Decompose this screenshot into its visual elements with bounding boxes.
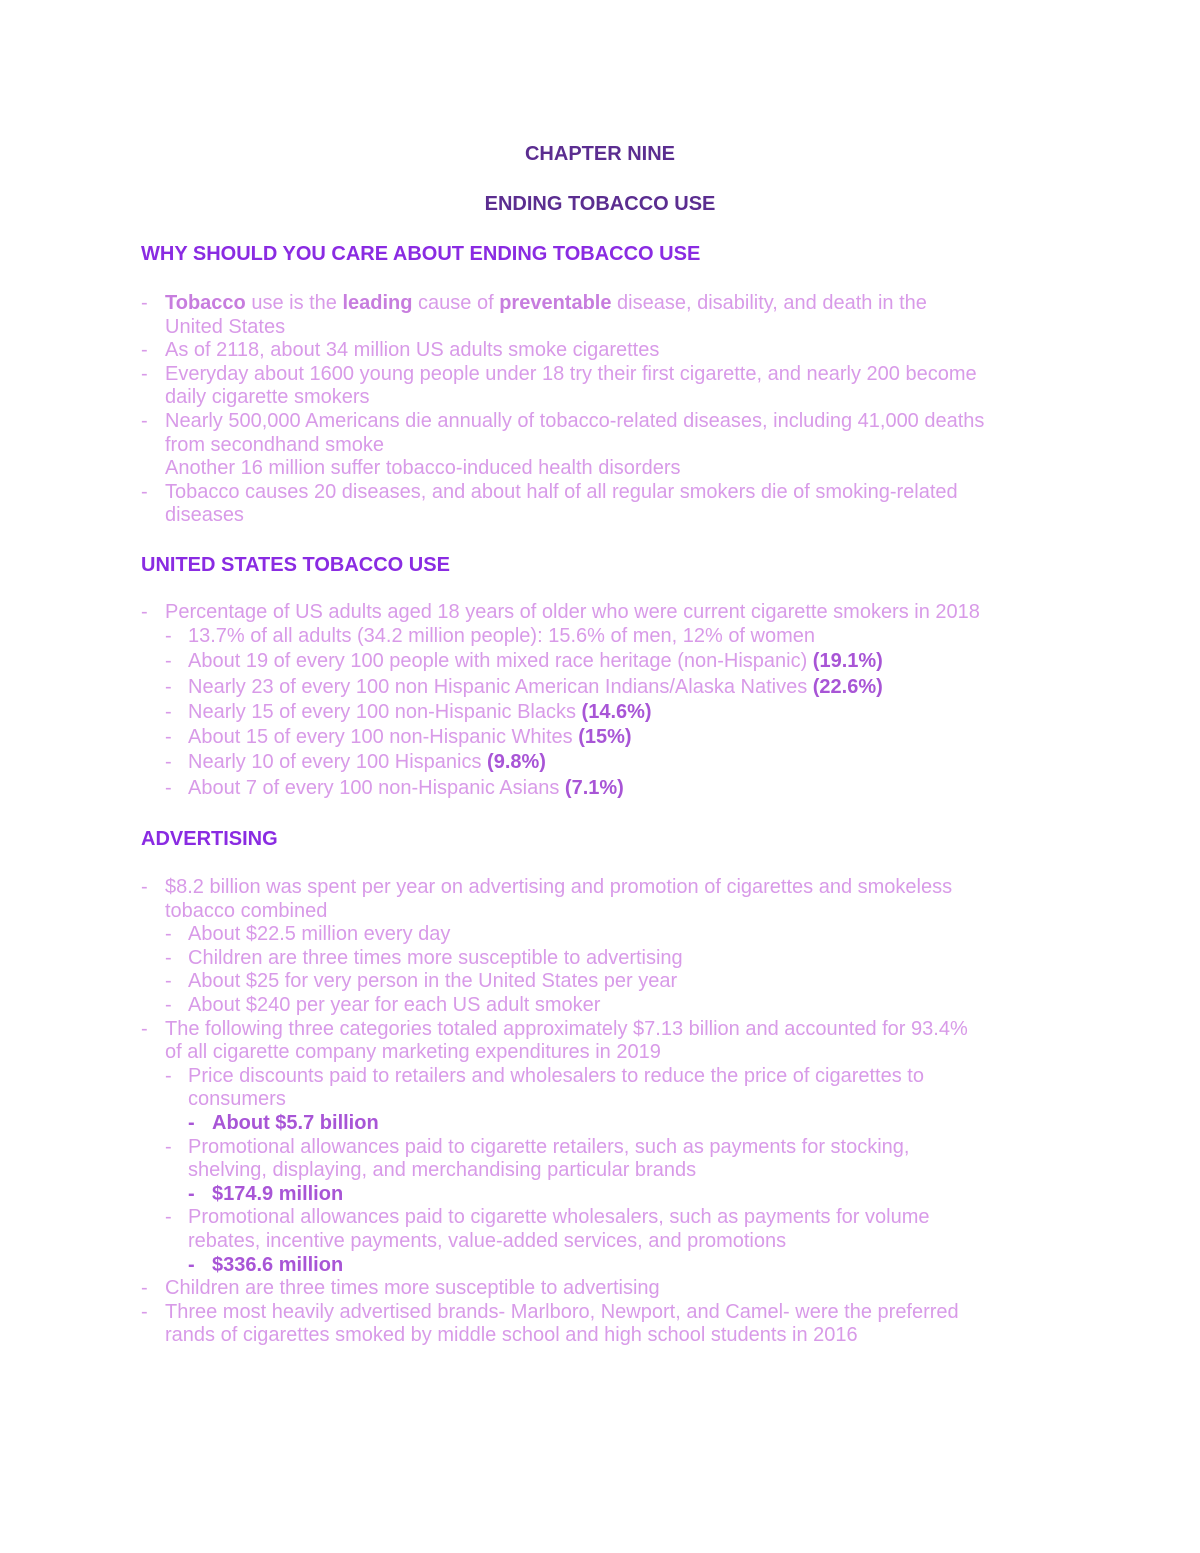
bullet-text: Tobacco use is the leading cause of preventable disease, disability, and death in the bbox=[165, 292, 927, 314]
list-item: - Nearly 15 of every 100 non-Hispanic Blacks (14.6%) bbox=[0, 700, 1200, 725]
bullet-dash: - bbox=[141, 1277, 148, 1300]
amount-value: $336.6 million bbox=[212, 1253, 344, 1276]
list-item: - Tobacco causes 20 diseases, and about half of all regular smokers die of smoking-related diseases bbox=[141, 480, 958, 527]
bullet-dash: - bbox=[188, 1182, 195, 1205]
bullet-dash: - bbox=[165, 625, 172, 647]
bullet-dash: - bbox=[165, 700, 172, 723]
chapter-title: ENDING TOBACCO USE bbox=[484, 193, 716, 215]
list-item: - About $25 for very person in the United States per year bbox=[165, 970, 678, 993]
list-item bbox=[0, 1254, 1200, 1278]
list-item: - About 19 of every 100 people with mixed race heritage (non-Hispanic) (19.1%) bbox=[0, 649, 1200, 674]
list-item: - About $240 per year for each US adult smoker bbox=[165, 993, 601, 1016]
bullet-dash: - bbox=[141, 480, 148, 503]
list-item: - Everyday about 1600 young people under 18 try their first cigarette, and nearly 200 become daily cigarette smokers bbox=[141, 362, 977, 409]
list-item bbox=[0, 1112, 1200, 1136]
bullet-dash: - bbox=[188, 1253, 195, 1276]
bullet-dash: - bbox=[141, 1017, 148, 1040]
bullet-dash: - bbox=[165, 923, 172, 946]
bullet-dash: - bbox=[165, 1206, 172, 1229]
bullet-dash: - bbox=[165, 751, 172, 774]
bullet-dash: - bbox=[188, 1111, 195, 1134]
list-item: - Price discounts paid to retailers and wholesalers to reduce the price of cigarettes to consumers bbox=[165, 1064, 924, 1111]
bullet-dash: - bbox=[141, 601, 148, 623]
bullet-dash: - bbox=[141, 362, 148, 385]
list-item: - 13.7% of all adults (34.2 million people): 15.6% of men, 12% of women bbox=[0, 624, 1200, 649]
list-item: - Nearly 10 of every 100 Hispanics (9.8%) bbox=[0, 750, 1200, 775]
list-item: - $8.2 billion was spent per year on advertising and promotion of cigarettes and smokeless tobacco combined bbox=[141, 876, 953, 922]
list-item: - Children are three times more susceptible to advertising bbox=[141, 1277, 660, 1300]
why-bullet-list bbox=[0, 292, 1200, 528]
list-item: - Three most heavily advertised brands- Marlboro, Newport, and Camel- were the preferred rands of cigarettes smoked by middle school and high school students in 2016 bbox=[141, 1300, 959, 1347]
bullet-dash: - bbox=[165, 946, 172, 969]
bullet-dash: - bbox=[165, 650, 172, 673]
bullet-dash: - bbox=[141, 1300, 148, 1323]
list-item: - Percentage of US adults aged 18 years of older who were current cigarette smokers in 2018 bbox=[141, 601, 980, 623]
bullet-dash: - bbox=[165, 1064, 172, 1087]
bullet-dash: - bbox=[165, 675, 172, 698]
section-heading-why: WHY SHOULD YOU CARE ABOUT ENDING TOBACCO USE bbox=[141, 243, 701, 265]
bullet-dash: - bbox=[165, 776, 172, 799]
list-item: - Promotional allowances paid to cigarette retailers, such as payments for stocking, shelving, displaying, and merchandising particular brands bbox=[165, 1135, 910, 1182]
chapter-label: CHAPTER NINE bbox=[524, 143, 675, 165]
list-item: - Nearly 500,000 Americans die annually of tobacco-related diseases, including 41,000 deaths from secondhand smoke Another 16 million suffer tobacco-induced health disorders bbox=[141, 409, 985, 480]
list-item: - About 15 of every 100 non-Hispanic Whites (15%) bbox=[0, 725, 1200, 750]
list-item: - About 7 of every 100 non-Hispanic Asians (7.1%) bbox=[0, 776, 1200, 801]
list-item: - The following three categories totaled approximately $7.13 billion and accounted for 93.4% of all cigarette company marketing expenditures in 2019 bbox=[141, 1017, 968, 1064]
bullet-dash: - bbox=[165, 1135, 172, 1158]
advertising-bullet-list bbox=[0, 876, 1200, 1348]
bullet-dash: - bbox=[165, 993, 172, 1016]
bullet-dash: - bbox=[141, 339, 148, 362]
bullet-dash: - bbox=[141, 292, 148, 314]
list-item: - As of 2118, about 34 million US adults smoke cigarettes bbox=[141, 339, 660, 362]
bullet-dash: - bbox=[141, 876, 148, 898]
bullet-dash: - bbox=[165, 970, 172, 993]
amount-value: $174.9 million bbox=[212, 1182, 344, 1205]
bullet-dash: - bbox=[165, 726, 172, 749]
section-heading-advertising: ADVERTISING bbox=[141, 828, 278, 850]
section-heading-us: UNITED STATES TOBACCO USE bbox=[141, 554, 450, 576]
list-item bbox=[0, 1183, 1200, 1207]
bullet-dash: - bbox=[141, 409, 148, 432]
list-item: - Nearly 23 of every 100 non Hispanic American Indians/Alaska Natives (22.6%) bbox=[0, 675, 1200, 700]
list-item: - Tobacco use is the leading cause of preventable disease, disability, and death in the United States bbox=[0, 292, 1200, 339]
amount-value: About $5.7 billion bbox=[212, 1111, 379, 1134]
us-bullet-list bbox=[0, 600, 1200, 801]
list-item: - About $22.5 million every day bbox=[165, 923, 451, 946]
list-item: - Children are three times more susceptible to advertising bbox=[165, 946, 683, 969]
list-item: - Promotional allowances paid to cigarette wholesalers, such as payments for volume rebates, incentive payments, value-added services, and promotions bbox=[165, 1206, 930, 1252]
